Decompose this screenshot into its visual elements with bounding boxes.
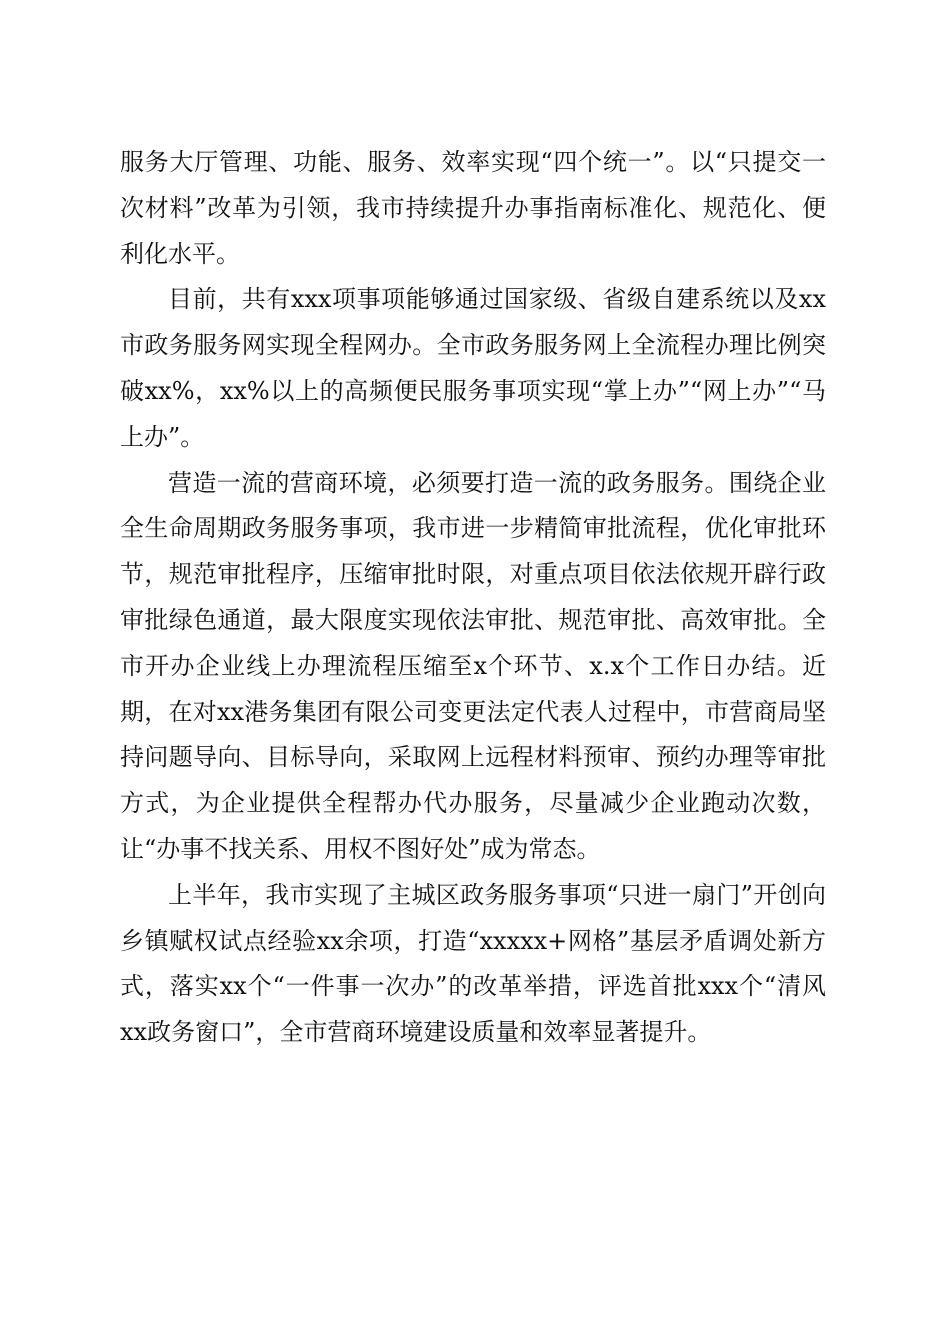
paragraph-first-half-year: 上半年，我市实现了主城区政务服务事项“只进一扇门”开创向乡镇赋权试点经验xx余项，打造“xxxxx+网格”基层矛盾调处新方式，落实xx个“一件事一次办”的改革举措，评选首批xxx个“清风xx政务窗口”，全市营商环境建设质量和效率显著提升。 — [120, 880, 826, 1047]
paragraph-continuation: 服务大厅管理、功能、服务、效率实现“四个统一”。以“只提交一次材料”改革为引领，我市持续提升办事指南标准化、规范化、便利化水平。 — [120, 148, 826, 268]
paragraph-online-services: 目前，共有xxx项事项能够通过国家级、省级自建系统以及xx市政务服务网实现全程网办。全市政务服务网上全流程办理比例突破xx%，xx%以上的高频便民服务事项实现“掌上办”“网上办”“马上办”。 — [120, 285, 826, 451]
document-body — [120, 140, 826, 1056]
paragraph-business-environment: 营造一流的营商环境，必须要打造一流的政务服务。围绕企业全生命周期政务服务事项，我市进一步精简审批流程，优化审批环节，规范审批程序，压缩审批时限，对重点项目依法依规开辟行政审批绿色通道，最大限度实现依法审批、规范审批、高效审批。全市开办企业线上办理流程压缩至x个环节、x.x个工作日办结。近期，在对xx港务集团有限公司变更法定代表人过程中，市营商局坚持问题导向、目标导向，采取网上远程材料预审、预约办理等审批方式，为企业提供全程帮办代办服务，尽量减少企业跑动次数，让“办事不找关系、用权不图好处”成为常态。 — [120, 468, 826, 863]
